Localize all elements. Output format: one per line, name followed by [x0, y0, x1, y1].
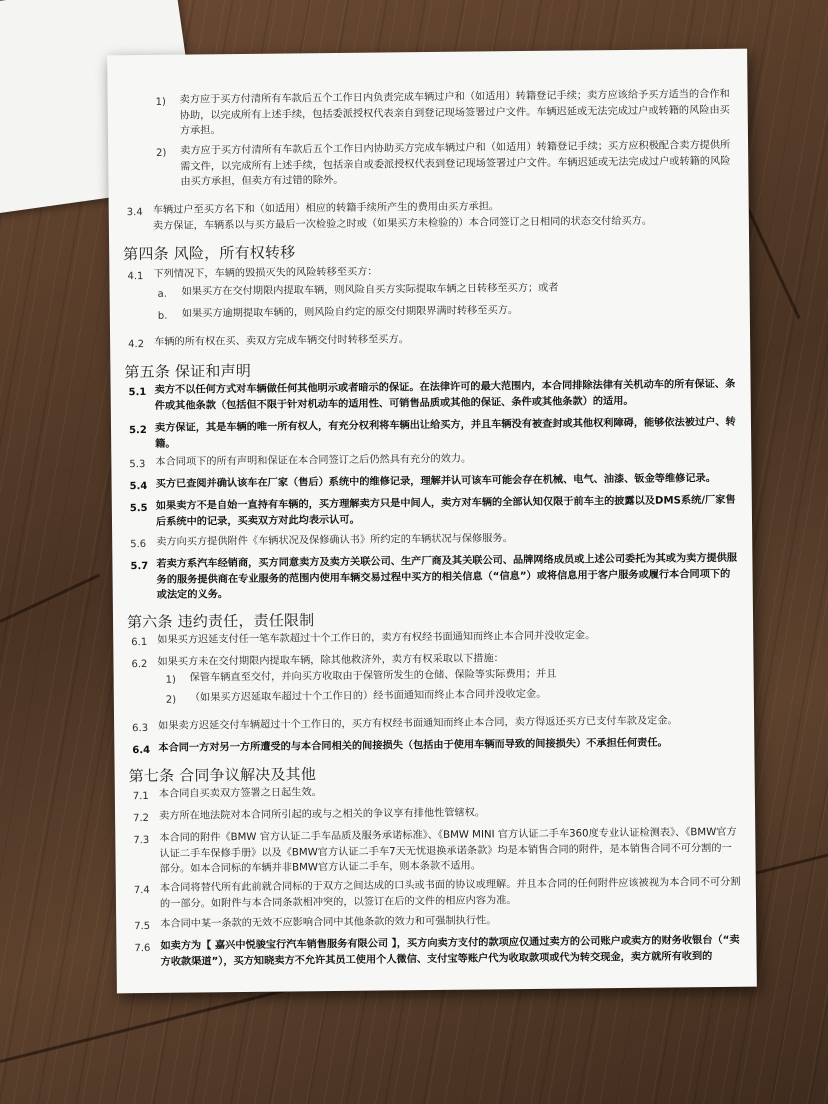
clause-number: 6.2 — [131, 658, 148, 671]
clause-text: 保管车辆直至交付，并向买方收取由于保管所发生的仓储、保险等实际费用；并且 — [189, 668, 557, 684]
clause-number: 5.5 — [129, 502, 148, 515]
clause-text: 车辆的所有权在买、卖双方完成车辆交付时转移至买方。 — [154, 334, 409, 348]
clause-number: 4.1 — [127, 271, 144, 283]
item-number: a. — [157, 288, 167, 300]
clause-number: 6.4 — [132, 744, 151, 757]
item-number: 1) — [155, 96, 166, 108]
item-number: 2) — [165, 694, 177, 706]
item-number: b. — [157, 310, 168, 322]
clause-number: 3.4 — [126, 207, 143, 219]
clause-number: 7.4 — [133, 884, 150, 897]
section-heading-article-7: 第七条 合同争议解决及其他 — [128, 765, 317, 786]
clause-number: 7.5 — [134, 920, 151, 933]
clause-number: 7.1 — [132, 790, 149, 803]
clause-text: 买方已查阅并确认该车在厂家（售后）系统中的维修记录，理解并认可该车可能会存在机械、电气、油漆、钣金等维修记录。 — [155, 473, 716, 490]
clause-number: 5.4 — [129, 480, 148, 493]
clause-text: 如果买方在交付期限内提取车辆，则风险自买方实际提取车辆之日转移至买方；或者 — [181, 282, 559, 298]
clause-text: 本合同中某一条款的无效不应影响合同中其他条款的效力和可强制执行性。 — [160, 915, 497, 930]
contract-content — [107, 49, 757, 994]
clause-text: 卖方所在地法院对本合同所引起的或与之相关的争议享有排他性管辖权。 — [159, 807, 486, 822]
clause-text: 如果买方逾期提取车辆的，则风险自约定的原交付期限界满时转移至买方。 — [181, 305, 519, 320]
clause-text: 卖方应于买方付清所有车款后五个工作日内负责完成车辆过户和（如适用）转籍登记手续；卖方应该给予买方适当的合作和协助，以完成所有上述手续，包括委派授权代表亲自到登记现场签署过户文件。车辆迟延或无法完成过户或转籍的风险由买方承担。 — [179, 88, 730, 137]
clause-number: 5.3 — [129, 458, 146, 471]
clause-text: 本合同的附件《BMW 官方认证二手车品质及服务承诺标准》、《BMW MINI 官方认证二手车360度专业认证检测表》、《BMW官方认证二手车保修手册》以及《BMW官方认证二手车7天无忧退换承诺条款》均是本销售合同的附件，是本销售合同不可分割的一部分。如本合同标的车辆并非BMW官方认证二手车，则本条款不适用。 — [159, 826, 737, 875]
clause-text: 车辆过户至买方名下和（如适用）相应的转籍手续所产生的费用由买方承担。 卖方保证，车辆系以与买方最后一次检验之时或（如果买方未检验的）本合同签订之日相同的状态交付给买方。 — [152, 201, 653, 232]
item-number: 2) — [156, 147, 167, 159]
wood-seam — [0, 574, 100, 623]
clause-text: 本合同将替代所有此前就合同标的于双方之间达成的口头或书面的协议或理解。并且本合同的任何附件应该被视为本合同不可分割的一部分。如附件与本合同条款相冲突的，以签订在后的文件的相应内容为准。 — [159, 876, 741, 910]
clause-number: 5.6 — [130, 538, 147, 551]
clause-text: 本合同一方对另一方所遭受的与本合同相关的间接损失（包括由于使用车辆而导致的间接损失）不承担任何责任。 — [158, 737, 668, 754]
clause-text: 本合同自买卖双方签署之日起生效。 — [158, 787, 322, 800]
clause-text: 下列情况下，车辆的毁损灭失的风险转移至买方： — [153, 266, 378, 280]
clause-number: 5.1 — [128, 386, 147, 399]
clause-number: 7.3 — [133, 834, 150, 847]
clause-text: 如果买方未在交付期限内提取车辆，除其他救济外，卖方有权采取以下措施： — [157, 653, 504, 668]
section-heading-article-4: 第四条 风险，所有权转移 — [123, 243, 296, 264]
clause-number: 4.2 — [128, 339, 145, 351]
clause-number: 7.2 — [133, 812, 150, 825]
clause-number: 7.6 — [134, 942, 151, 955]
clause-text: 卖方应于买方付清所有车款后五个工作日内协助买方完成车辆过户和（如适用）转籍登记手续；买方应积极配合卖方提供所需文件，以完成所有上述手续，包括亲自或委派授权代表到登记现场签署过户文件。车辆迟延或无法完成过户或转籍的风险由买方承担，但卖方有过错的除外。 — [180, 139, 731, 188]
clause-text: 本合同项下的所有声明和保证在本合同签订之后仍然具有充分的效力。 — [155, 453, 472, 468]
clause-number: 6.3 — [132, 722, 149, 735]
clause-text: 若卖方系汽车经销商，买方同意卖方及卖方关联公司、生产厂商及其关联公司、品牌网络成员或上述公司委托为其或为卖方提供服务的服务提供商在专业服务的范围内使用车辆交易过程中买方的相关信息（“信息”）或将信息用于客户服务或履行本合同项下的或法定的义务。 — [156, 552, 738, 601]
section-heading-article-6: 第六条 违约责任，责任限制 — [126, 611, 315, 632]
section-heading-article-5: 第五条 保证和声明 — [124, 361, 252, 382]
clause-text: 如果卖方不是自始一直持有车辆的，买方理解卖方只是中间人，卖方对车辆的全部认知仅限于前车主的披露以及DMS系统/厂家售后系统中的记录，买卖双方对此均表示认可。 — [155, 494, 736, 528]
contract-page — [107, 49, 757, 994]
clause-text: 如果卖方迟延交付车辆超过十个工作日的，买方有权经书面通知而终止本合同，卖方得返还买方已支付车款及定金。 — [158, 715, 678, 732]
clause-number: 6.1 — [131, 636, 148, 649]
item-number: 1) — [165, 674, 176, 686]
clause-number: 5.2 — [128, 424, 147, 437]
clause-text: （如果买方迟延取车超过十个工作日的）经书面通知而终止本合同并没收定金。 — [189, 688, 547, 704]
clause-text: 卖方向买方提供附件《车辆状况及保修确认书》所约定的车辆状况与保修服务。 — [156, 533, 513, 548]
clause-number: 5.7 — [130, 560, 149, 573]
clause-text: 如果买方迟延支付任一笔车款超过十个工作日的，卖方有权经书面通知而终止本合同并没收定金。 — [157, 630, 596, 646]
clause-text: 如卖方为【 嘉兴中悦骏宝行汽车销售服务有限公司 】，买方向卖方支付的款项应仅通过卖方的公司账户或卖方的财务收银台（“卖方收款渠道”），买方知晓卖方不允许其员工使用个人微信、支付宝等账户代为收取款项或代为转交现金，卖方就所有收到的 — [160, 934, 740, 968]
clause-text: 卖方保证，其是车辆的唯一所有权人，有充分权利将车辆出让给买方，并且车辆没有被查封或其他权利障碍，能够依法被过户、转籍。 — [154, 416, 736, 450]
clause-text: 卖方不以任何方式对车辆做任何其他明示或者暗示的保证。在法律许可的最大范围内，本合同排除法律有关机动车的所有保证、条件或其他条款（包括但不限于针对机动车的适用性、可销售品质或其他的保证、条件或其他条款）的适用。 — [154, 378, 736, 412]
